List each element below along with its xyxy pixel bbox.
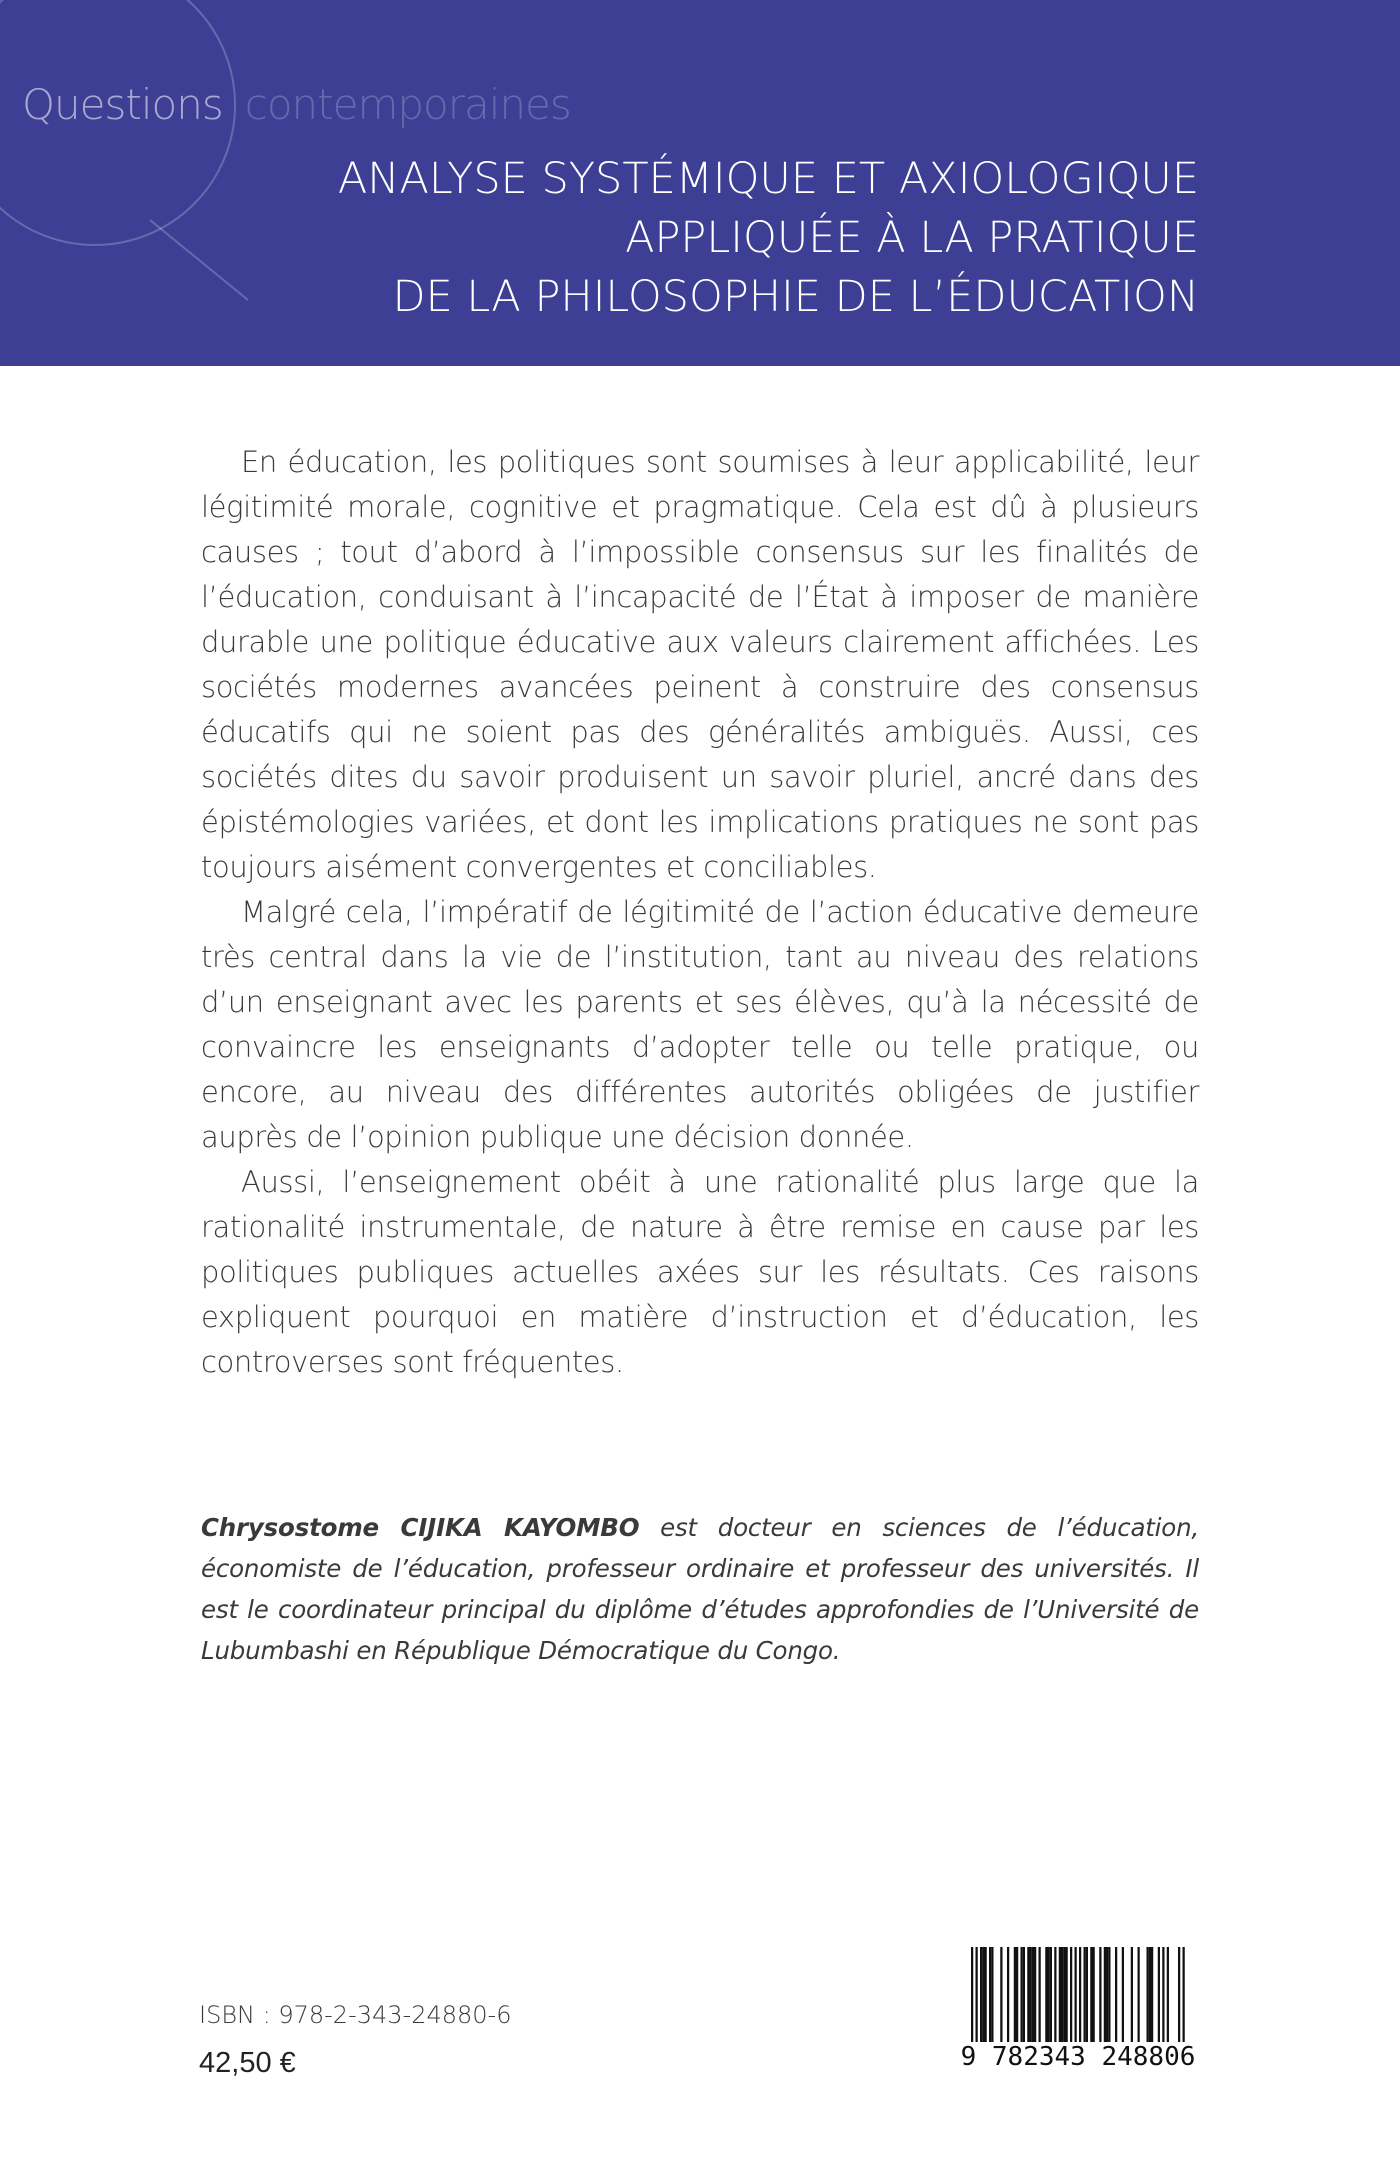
barcode-bar bbox=[1138, 1947, 1140, 2044]
barcode-bar bbox=[1021, 1947, 1023, 2044]
blurb-paragraph-2: Malgré cela, l’impératif de légitimité de l’action éducative demeure très central dans la vie de l’institution, tant au niveau des relations d’un enseignant avec les parents et ses élèves, qu’à la nécessité de convaincre les enseignants d’adopter telle ou telle pratique, ou encore, au niveau des différentes autorités obligées de justifier auprès de l’opinion publique une décision donnée. bbox=[201, 895, 1199, 1154]
price-label: 42,50 € bbox=[199, 2047, 296, 2079]
barcode-bar bbox=[1023, 1947, 1025, 2044]
barcode-bar bbox=[1079, 1947, 1081, 2057]
barcode-bar bbox=[1007, 1947, 1009, 2044]
barcode-bar bbox=[1131, 1947, 1133, 2044]
barcode-bar bbox=[1122, 1947, 1124, 2044]
barcode-bar bbox=[1000, 1947, 1002, 2044]
barcode-bar bbox=[982, 1947, 984, 2044]
barcode-bar bbox=[1147, 1947, 1149, 2044]
barcode-bar bbox=[1086, 1947, 1088, 2044]
barcode-bar bbox=[1048, 1947, 1050, 2044]
barcode-bar bbox=[1084, 1947, 1086, 2044]
barcode-bar bbox=[1149, 1947, 1151, 2044]
barcode-bar bbox=[1050, 1947, 1052, 2044]
author-name: Chrysostome CIJIKA KAYOMBO bbox=[201, 1513, 640, 1542]
barcode-bar bbox=[1030, 1947, 1032, 2044]
barcode-bar bbox=[1032, 1947, 1034, 2044]
barcode-bar bbox=[985, 1947, 987, 2044]
series-name bbox=[22, 80, 571, 129]
barcode-bar bbox=[1016, 1947, 1018, 2044]
barcode-bar bbox=[1151, 1947, 1153, 2044]
barcode-bar bbox=[1183, 1947, 1185, 2057]
barcode-bar bbox=[1014, 1947, 1016, 2044]
blurb-paragraph-1: En éducation, les politiques sont soumises à leur applicabilité, leur légitimité morale, cognitive et pragmatique. Cela est dû à plusieurs causes ; tout d’abord à l’impossible consensus sur les finalités de l’éducation, conduisant à l’incapacité de l’État à imposer de manière durable une politique éducative aux valeurs clairement affichées. Les sociétés modernes avancées peinent à construire des consensus éducatifs qui ne soient pas des généralités ambiguës. Aussi, ces sociétés dites du savoir produisent un savoir pluriel, ancré dans des épistémologies variées, et dont les implications pratiques ne sont pas toujours aisément convergentes et conciliables. bbox=[201, 445, 1199, 884]
barcode-bar bbox=[976, 1947, 978, 2057]
barcode-bar bbox=[1106, 1947, 1108, 2044]
author-bio-text: est docteur en sciences de l’éducation, économiste de l’éducation, professeur ordinaire et professeur des universités. Il est le coordinateur principal du diplôme d’études approfondies de l’Université de Lubumbashi en République Démocratique du Congo. bbox=[201, 1513, 1199, 1665]
barcode-bar bbox=[1039, 1947, 1041, 2044]
barcode-bar bbox=[1090, 1947, 1092, 2044]
barcode-bar bbox=[1063, 1947, 1065, 2044]
barcode-bar bbox=[1162, 1947, 1164, 2044]
barcode-bar bbox=[1104, 1947, 1106, 2044]
book-title-line-3: DE LA PHILOSOPHIE DE L’ÉDUCATION bbox=[392, 272, 1199, 322]
isbn-label: ISBN : 978-2-343-24880-6 bbox=[199, 2001, 512, 2029]
barcode-bar bbox=[989, 1947, 991, 2044]
barcode-bar bbox=[1075, 1947, 1077, 2057]
barcode-bar bbox=[1045, 1947, 1047, 2044]
barcode-bar bbox=[1108, 1947, 1110, 2044]
series-word-contemporaines: contemporaines bbox=[244, 80, 571, 129]
author-bio bbox=[201, 1507, 1199, 1671]
barcode-bar bbox=[1066, 1947, 1068, 2044]
barcode-bar bbox=[991, 1947, 993, 2044]
barcode-bar bbox=[1158, 1947, 1160, 2044]
book-title-line-2: APPLIQUÉE À LA PRATIQUE bbox=[625, 213, 1199, 263]
barcode bbox=[957, 1947, 1199, 2078]
header-band bbox=[0, 0, 1400, 366]
barcode-bar bbox=[1115, 1947, 1117, 2044]
barcode-bar bbox=[1054, 1947, 1056, 2044]
barcode-bar bbox=[1167, 1947, 1169, 2044]
book-title bbox=[199, 150, 1199, 327]
book-title-line-1: ANALYSE SYSTÉMIQUE ET AXIOLOGIQUE bbox=[337, 154, 1199, 204]
barcode-bar bbox=[1061, 1947, 1063, 2044]
barcode-bar bbox=[1099, 1947, 1101, 2044]
barcode-digits: 9 782343 248806 bbox=[957, 2042, 1199, 2072]
barcode-bar bbox=[1070, 1947, 1072, 2044]
barcode-bar bbox=[1034, 1947, 1036, 2044]
barcode-bar bbox=[1059, 1947, 1061, 2044]
blurb-paragraph-3: Aussi, l’enseignement obéit à une rationalité plus large que la rationalité instrumentale, de nature à être remise en cause par les politiques publiques actuelles axées sur les résultats. Ces raisons expliquent pourquoi en matière d’instruction et d’éducation, les controverses sont fréquentes. bbox=[201, 1165, 1199, 1379]
series-word-questions: Questions bbox=[22, 80, 223, 129]
barcode-bar bbox=[1027, 1947, 1029, 2044]
barcode-bar bbox=[971, 1947, 973, 2057]
barcode-bar bbox=[1178, 1947, 1180, 2057]
barcode-bar bbox=[980, 1947, 982, 2044]
back-cover-blurb bbox=[201, 440, 1199, 1385]
barcode-bar bbox=[1093, 1947, 1095, 2044]
